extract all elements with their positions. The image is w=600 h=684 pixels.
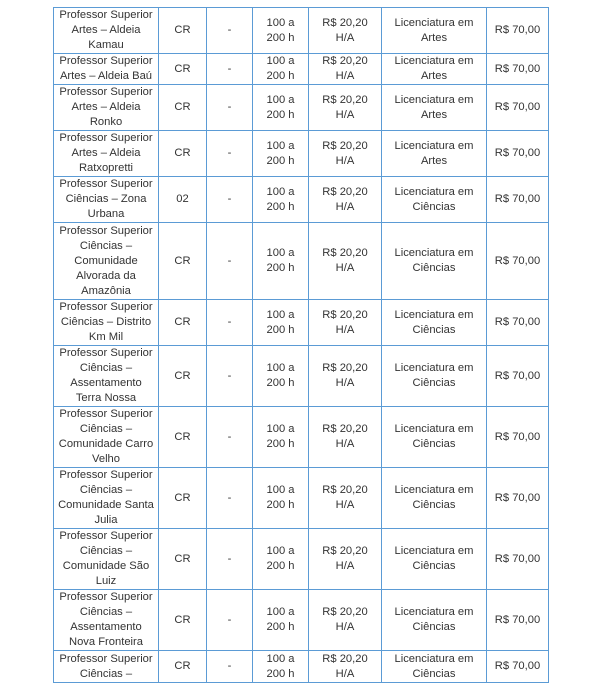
cell-taxa-inscricao-text: R$ 70,00 bbox=[494, 491, 541, 504]
cell-cargo-text: Professor Superior Ciências – bbox=[59, 652, 153, 680]
cell-pcd-text: - bbox=[227, 613, 232, 626]
cell-pcd-text: - bbox=[227, 24, 232, 36]
cell-cargo-text: Professor Superior Artes – Aldeia Kamau bbox=[59, 9, 153, 51]
cell-cargo-text: Professor Superior Artes – Aldeia Ratxopretti bbox=[59, 132, 153, 174]
cell-pcd bbox=[207, 8, 253, 54]
cell-taxa-inscricao-text: R$ 70,00 bbox=[494, 660, 541, 672]
cell-cargo-text: Professor Superior Ciências – Comunidade Santa Julia bbox=[58, 469, 154, 526]
cell-vencimento bbox=[309, 346, 382, 407]
cell-requisito bbox=[382, 8, 487, 54]
cell-vagas bbox=[159, 223, 207, 300]
cell-cargo bbox=[54, 651, 159, 683]
cell-carga-horaria bbox=[253, 300, 309, 346]
cell-vencimento-text: R$ 20,20 H/A bbox=[322, 362, 368, 389]
cell-requisito-text: Licenciatura em Ciências bbox=[394, 308, 474, 336]
cell-vencimento bbox=[309, 131, 382, 177]
cell-carga-horaria-text: 100 a 200 h bbox=[266, 545, 295, 572]
cell-pcd-text: - bbox=[227, 254, 232, 267]
cell-vagas-text: CR bbox=[174, 101, 191, 113]
cell-carga-horaria bbox=[253, 131, 309, 177]
cell-carga-horaria bbox=[253, 223, 309, 300]
cell-vencimento bbox=[309, 177, 382, 223]
cell-vagas bbox=[159, 131, 207, 177]
cell-cargo-text: Professor Superior Ciências – Comunidade Alvorada da Amazônia bbox=[59, 224, 153, 297]
cell-carga-horaria-text: 100 a 200 h bbox=[266, 247, 295, 274]
cell-taxa-inscricao bbox=[487, 177, 549, 223]
cell-cargo-text: Professor Superior Ciências – Zona Urbana bbox=[59, 178, 153, 220]
cell-vagas-text: CR bbox=[174, 254, 191, 267]
cell-pcd bbox=[207, 300, 253, 346]
cell-requisito-text: Licenciatura em Ciências bbox=[394, 362, 474, 389]
cell-requisito bbox=[382, 223, 487, 300]
table-row bbox=[54, 468, 549, 529]
cell-cargo bbox=[54, 346, 159, 407]
cell-carga-horaria bbox=[253, 590, 309, 651]
cell-carga-horaria-text: 100 a 200 h bbox=[266, 652, 295, 680]
cell-cargo-text: Professor Superior Ciências – Assentamento Terra Nossa bbox=[59, 347, 153, 404]
cell-vencimento-text: R$ 20,20 H/A bbox=[322, 185, 368, 213]
cell-pcd-text: - bbox=[227, 101, 232, 113]
cell-pcd-text: - bbox=[227, 147, 232, 159]
table-row bbox=[54, 346, 549, 407]
cell-taxa-inscricao-text: R$ 70,00 bbox=[494, 193, 541, 205]
table-row bbox=[54, 54, 549, 85]
cell-requisito-text: Licenciatura em Artes bbox=[394, 139, 474, 167]
table-row bbox=[54, 8, 549, 54]
cell-pcd-text: - bbox=[227, 491, 232, 504]
cell-vencimento bbox=[309, 407, 382, 468]
cell-vencimento-text: R$ 20,20 H/A bbox=[322, 93, 368, 121]
cell-pcd-text: - bbox=[227, 62, 232, 75]
cell-pcd bbox=[207, 590, 253, 651]
cell-carga-horaria-text: 100 a 200 h bbox=[266, 16, 295, 44]
cell-requisito-text: Licenciatura em Ciências bbox=[394, 423, 474, 450]
cell-requisito-text: Licenciatura em Artes bbox=[394, 16, 474, 44]
cell-cargo bbox=[54, 468, 159, 529]
cell-cargo bbox=[54, 85, 159, 131]
positions-table bbox=[53, 7, 549, 683]
cell-vagas-text: CR bbox=[174, 316, 191, 328]
cell-taxa-inscricao bbox=[487, 223, 549, 300]
table-row bbox=[54, 85, 549, 131]
cell-requisito bbox=[382, 468, 487, 529]
cell-vencimento-text: R$ 20,20 H/A bbox=[322, 423, 368, 450]
cell-taxa-inscricao-text: R$ 70,00 bbox=[494, 62, 541, 75]
cell-vencimento bbox=[309, 54, 382, 85]
cell-carga-horaria bbox=[253, 177, 309, 223]
cell-vencimento-text: R$ 20,20 H/A bbox=[322, 16, 368, 44]
cell-requisito bbox=[382, 529, 487, 590]
cell-pcd bbox=[207, 177, 253, 223]
cell-pcd bbox=[207, 346, 253, 407]
cell-taxa-inscricao-text: R$ 70,00 bbox=[494, 316, 541, 328]
cell-vencimento bbox=[309, 85, 382, 131]
cell-cargo bbox=[54, 131, 159, 177]
cell-vagas-text: CR bbox=[174, 430, 191, 443]
cell-taxa-inscricao-text: R$ 70,00 bbox=[494, 369, 541, 382]
cell-cargo-text: Professor Superior Ciências – Assentamento Nova Fronteira bbox=[59, 591, 153, 648]
cell-cargo bbox=[54, 54, 159, 85]
table-row bbox=[54, 407, 549, 468]
cell-requisito-text: Licenciatura em Ciências bbox=[394, 185, 474, 213]
cell-requisito bbox=[382, 346, 487, 407]
cell-requisito-text: Licenciatura em Ciências bbox=[394, 545, 474, 572]
cell-requisito-text: Licenciatura em Ciências bbox=[394, 606, 474, 633]
cell-vencimento bbox=[309, 468, 382, 529]
cell-pcd-text: - bbox=[227, 369, 232, 382]
cell-taxa-inscricao bbox=[487, 85, 549, 131]
cell-vagas-text: CR bbox=[174, 62, 191, 75]
cell-vencimento-text: R$ 20,20 H/A bbox=[322, 606, 368, 633]
cell-requisito-text: Licenciatura em Ciências bbox=[394, 247, 474, 274]
cell-pcd-text: - bbox=[227, 660, 232, 672]
cell-taxa-inscricao bbox=[487, 131, 549, 177]
cell-vagas-text: CR bbox=[174, 147, 191, 159]
cell-carga-horaria-text: 100 a 200 h bbox=[266, 362, 295, 389]
cell-pcd bbox=[207, 223, 253, 300]
cell-carga-horaria-text: 100 a 200 h bbox=[266, 185, 295, 213]
cell-requisito bbox=[382, 54, 487, 85]
cell-taxa-inscricao-text: R$ 70,00 bbox=[494, 430, 541, 443]
cell-requisito bbox=[382, 177, 487, 223]
cell-pcd-text: - bbox=[227, 552, 232, 565]
cell-vagas-text: CR bbox=[174, 369, 191, 382]
table-row bbox=[54, 529, 549, 590]
cell-vagas-text: CR bbox=[174, 552, 191, 565]
cell-vagas bbox=[159, 590, 207, 651]
cell-vagas bbox=[159, 8, 207, 54]
cell-taxa-inscricao bbox=[487, 651, 549, 683]
table-row bbox=[54, 651, 549, 683]
cell-taxa-inscricao bbox=[487, 468, 549, 529]
cell-vagas-text: CR bbox=[174, 613, 191, 626]
cell-vencimento bbox=[309, 300, 382, 346]
cell-requisito bbox=[382, 300, 487, 346]
cell-vagas-text: CR bbox=[174, 660, 191, 672]
cell-cargo-text: Professor Superior Artes – Aldeia Ronko bbox=[59, 86, 153, 128]
cell-pcd bbox=[207, 407, 253, 468]
cell-cargo-text: Professor Superior Ciências – Distrito Km Mil bbox=[59, 301, 153, 343]
cell-carga-horaria bbox=[253, 651, 309, 683]
cell-vagas bbox=[159, 300, 207, 346]
cell-requisito-text: Licenciatura em Artes bbox=[394, 93, 474, 121]
cell-carga-horaria bbox=[253, 85, 309, 131]
table-row bbox=[54, 223, 549, 300]
cell-pcd-text: - bbox=[227, 316, 232, 328]
cell-vencimento bbox=[309, 529, 382, 590]
cell-requisito bbox=[382, 131, 487, 177]
cell-vagas bbox=[159, 651, 207, 683]
cell-vagas-text: CR bbox=[174, 491, 191, 504]
cell-taxa-inscricao bbox=[487, 8, 549, 54]
cell-requisito bbox=[382, 651, 487, 683]
cell-taxa-inscricao bbox=[487, 590, 549, 651]
cell-vencimento-text: R$ 20,20 H/A bbox=[322, 139, 368, 167]
cell-cargo-text: Professor Superior Artes – Aldeia Baú bbox=[59, 55, 153, 82]
cell-taxa-inscricao bbox=[487, 407, 549, 468]
cell-carga-horaria bbox=[253, 8, 309, 54]
cell-vencimento bbox=[309, 223, 382, 300]
cell-cargo bbox=[54, 177, 159, 223]
cell-vencimento-text: R$ 20,20 H/A bbox=[322, 308, 368, 336]
cell-carga-horaria bbox=[253, 346, 309, 407]
table-row bbox=[54, 177, 549, 223]
cell-carga-horaria-text: 100 a 200 h bbox=[266, 484, 295, 511]
cell-pcd-text: - bbox=[227, 193, 232, 205]
cell-cargo bbox=[54, 300, 159, 346]
cell-requisito-text: Licenciatura em Artes bbox=[394, 55, 474, 82]
cell-taxa-inscricao bbox=[487, 346, 549, 407]
cell-pcd-text: - bbox=[227, 430, 232, 443]
cell-pcd bbox=[207, 651, 253, 683]
cell-taxa-inscricao-text: R$ 70,00 bbox=[494, 613, 541, 626]
cell-cargo bbox=[54, 407, 159, 468]
cell-requisito-text: Licenciatura em Ciências bbox=[394, 484, 474, 511]
table-row bbox=[54, 131, 549, 177]
cell-carga-horaria bbox=[253, 407, 309, 468]
cell-carga-horaria-text: 100 a 200 h bbox=[266, 308, 295, 336]
cell-vagas bbox=[159, 177, 207, 223]
cell-taxa-inscricao-text: R$ 70,00 bbox=[494, 101, 541, 113]
cell-vencimento-text: R$ 20,20 H/A bbox=[322, 484, 368, 511]
cell-pcd bbox=[207, 131, 253, 177]
cell-vagas bbox=[159, 468, 207, 529]
cell-cargo-text: Professor Superior Ciências – Comunidade Carro Velho bbox=[58, 408, 154, 465]
cell-carga-horaria-text: 100 a 200 h bbox=[266, 423, 295, 450]
table-row bbox=[54, 300, 549, 346]
positions-table-body bbox=[54, 8, 549, 683]
cell-requisito-text: Licenciatura em Ciências bbox=[394, 652, 474, 680]
cell-taxa-inscricao-text: R$ 70,00 bbox=[494, 254, 541, 267]
cell-pcd bbox=[207, 468, 253, 529]
cell-vencimento bbox=[309, 590, 382, 651]
table-row bbox=[54, 590, 549, 651]
cell-vencimento-text: R$ 20,20 H/A bbox=[322, 55, 368, 82]
cell-requisito bbox=[382, 590, 487, 651]
cell-cargo bbox=[54, 590, 159, 651]
cell-cargo bbox=[54, 223, 159, 300]
cell-carga-horaria bbox=[253, 529, 309, 590]
cell-carga-horaria-text: 100 a 200 h bbox=[266, 55, 295, 82]
cell-vagas-text: CR bbox=[174, 24, 191, 36]
cell-taxa-inscricao-text: R$ 70,00 bbox=[494, 24, 541, 36]
cell-cargo bbox=[54, 529, 159, 590]
cell-taxa-inscricao bbox=[487, 300, 549, 346]
cell-vagas bbox=[159, 85, 207, 131]
cell-requisito bbox=[382, 407, 487, 468]
cell-vencimento-text: R$ 20,20 H/A bbox=[322, 652, 368, 680]
cell-vagas bbox=[159, 529, 207, 590]
cell-pcd bbox=[207, 54, 253, 85]
cell-carga-horaria bbox=[253, 468, 309, 529]
cell-vencimento bbox=[309, 651, 382, 683]
cell-vencimento-text: R$ 20,20 H/A bbox=[322, 545, 368, 572]
cell-carga-horaria-text: 100 a 200 h bbox=[266, 606, 295, 633]
cell-requisito bbox=[382, 85, 487, 131]
cell-pcd bbox=[207, 529, 253, 590]
cell-vagas bbox=[159, 54, 207, 85]
cell-vagas bbox=[159, 407, 207, 468]
cell-carga-horaria bbox=[253, 54, 309, 85]
cell-vagas bbox=[159, 346, 207, 407]
cell-vencimento bbox=[309, 8, 382, 54]
cell-taxa-inscricao-text: R$ 70,00 bbox=[494, 552, 541, 565]
cell-vagas-text: 02 bbox=[176, 193, 189, 205]
cell-taxa-inscricao bbox=[487, 54, 549, 85]
cell-taxa-inscricao-text: R$ 70,00 bbox=[494, 147, 541, 159]
cell-cargo-text: Professor Superior Ciências – Comunidade São Luiz bbox=[59, 530, 153, 587]
cell-cargo bbox=[54, 8, 159, 54]
cell-pcd bbox=[207, 85, 253, 131]
cell-vencimento-text: R$ 20,20 H/A bbox=[322, 247, 368, 274]
cell-carga-horaria-text: 100 a 200 h bbox=[266, 139, 295, 167]
cell-carga-horaria-text: 100 a 200 h bbox=[266, 93, 295, 121]
cell-taxa-inscricao bbox=[487, 529, 549, 590]
